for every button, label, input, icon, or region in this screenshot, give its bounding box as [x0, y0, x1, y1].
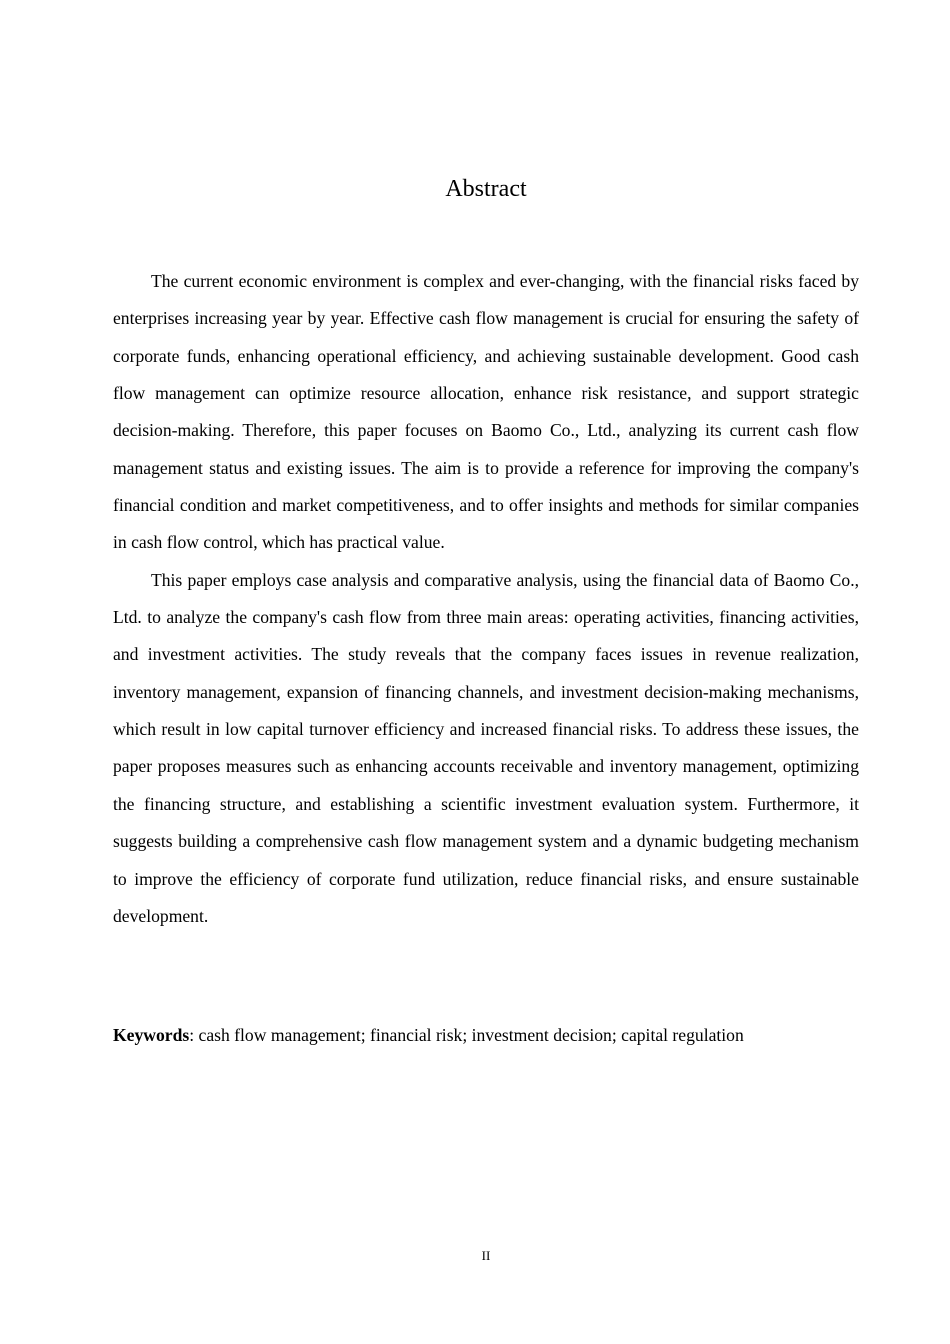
- page-number: II: [481, 1248, 491, 1263]
- abstract-paragraph-2: This paper employs case analysis and comparative analysis, using the financial data of Baomo Co., Ltd. to analyze the company's cash flow from three main areas: operating activities, financing activities, and investment activities. The study reveals that the company faces issues in revenue realization, inventory management, expansion of financing channels, and investment decision-making mechanisms, which result in low capital turnover efficiency and increased financial risks. To address these issues, the paper proposes measures such as enhancing accounts receivable and inventory management, optimizing the financing structure, and establishing a scientific investment evaluation system. Furthermore, it suggests building a comprehensive cash flow management system and a dynamic budgeting mechanism to improve the efficiency of corporate fund utilization, reduce financial risks, and ensure sustainable development.: [113, 569, 859, 926]
- keywords-text: : cash flow management; financial risk; investment decision; capital regulation: [189, 1025, 744, 1045]
- abstract-title: Abstract: [445, 176, 527, 202]
- keywords-line: [113, 1020, 859, 1050]
- abstract-body: [113, 263, 859, 935]
- abstract-paragraph-1: The current economic environment is complex and ever-changing, with the financial risks faced by enterprises increasing year by year. Effective cash flow management is crucial for ensuring the safety of corporate funds, enhancing operational efficiency, and achieving sustainable development. Good cash flow management can optimize resource allocation, enhance risk resistance, and support strategic decision-making. Therefore, this paper focuses on Baomo Co., Ltd., analyzing its current cash flow management status and existing issues. The aim is to provide a reference for improving the company's financial condition and market competitiveness, and to offer insights and methods for similar companies in cash flow control, which has practical value.: [113, 271, 859, 553]
- keywords-label: Keywords: [113, 1025, 190, 1045]
